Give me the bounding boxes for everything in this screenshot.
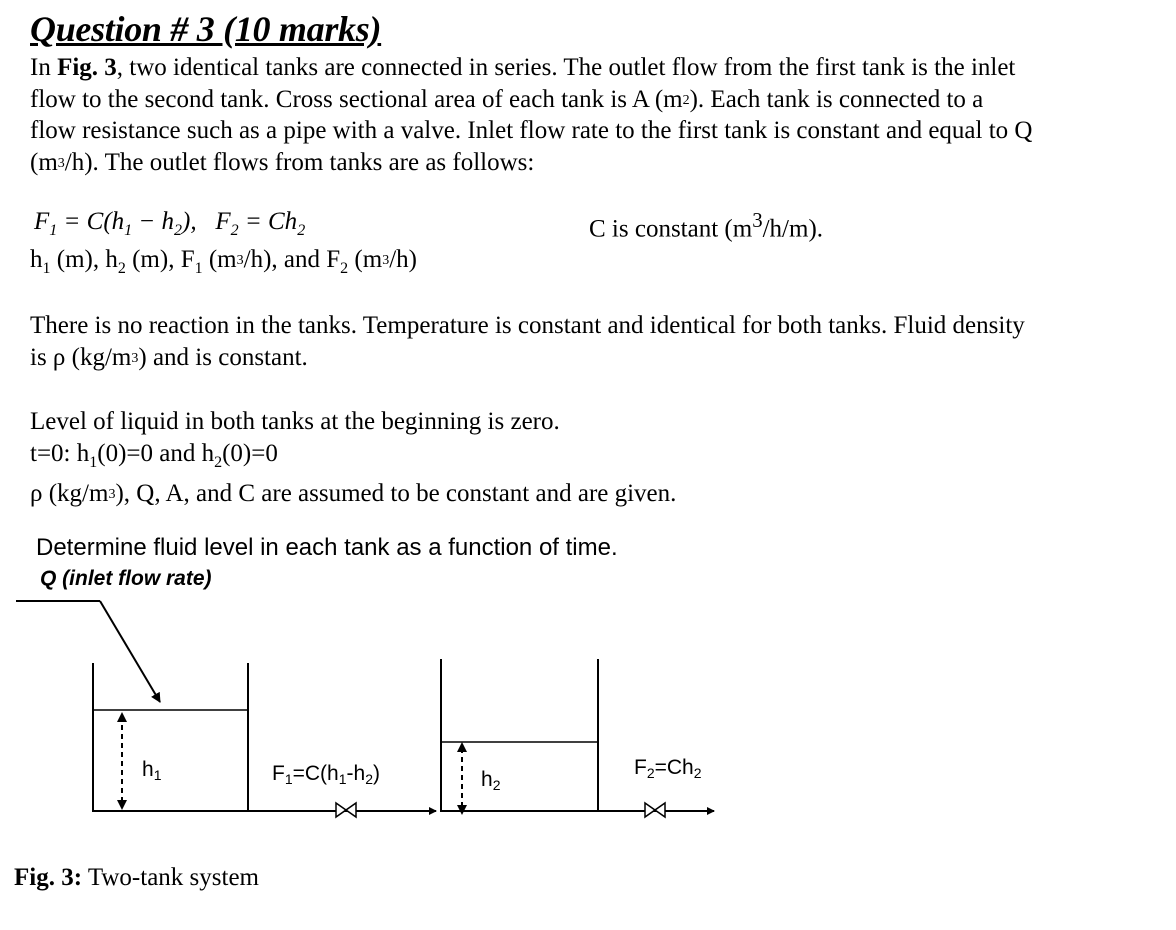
h2-arrow-top — [457, 742, 467, 752]
h1-arrow-top — [117, 712, 127, 722]
fig-reference: Fig. 3 — [57, 54, 117, 81]
inlet-flow-label: Q (inlet flow rate) — [40, 567, 212, 590]
determine-instruction: Determine fluid level in each tank as a function of time. — [36, 534, 618, 561]
f2-flow-label: F2=Ch2 — [634, 756, 702, 781]
tank-2-walls — [441, 659, 598, 811]
intro-line-4: $(m^3/h)$. The outlet flows from tanks are as follows: — [30, 148, 535, 176]
question-title: Question # 3 (10 marks) — [30, 9, 382, 49]
inlet-flow-arrow — [100, 601, 160, 702]
h1-arrow-bottom — [117, 800, 127, 810]
outlet-flow-equations: $F_1 = C(h_1 - h_2)$, $F_2 = Ch_2$ — [34, 208, 306, 239]
initial-line-1: Level of liquid in both tanks at the beginning is zero. — [30, 408, 560, 435]
valve-2-icon — [645, 803, 665, 817]
initial-line-3: ρ $(kg/m^3)$, Q, A, and C are assumed to be constant and are given. — [30, 480, 677, 507]
h2-label: h2 — [481, 768, 501, 793]
conditions-line-1: There is no reaction in the tanks. Temperature is constant and identical for both tanks. Fluid density — [30, 312, 1025, 339]
valve-1-icon — [336, 803, 356, 817]
intro-line-2: flow to the second tank. Cross sectional area of each tank is A $(m^2)$. Each tank is connected to a — [30, 85, 984, 113]
f1-flow-label: F1=C(h1-h2) — [272, 762, 381, 787]
variable-units: $h_1$ (m), $h_2$ (m), $F_1$ $(m^3/h)$, and $F_2$ $(m^3/h)$ — [30, 246, 417, 277]
conditions-line-2: is ρ $(kg/m^3)$ and is constant. — [30, 343, 308, 371]
c-constant-note: C is constant $(m^3/h/m)$. — [589, 208, 824, 243]
initial-line-2: t=0: $h_1(0)=0$ and $h_2(0)=0$ — [30, 439, 278, 471]
figure-caption: Fig. 3: Two-tank system — [14, 864, 259, 891]
intro-line-3: flow resistance such as a pipe with a valve. Inlet flow rate to the first tank is constant and equal to Q — [30, 117, 1033, 144]
h1-label: h1 — [142, 758, 162, 783]
intro-line-1: In Fig. 3, two identical tanks are connected in series. The outlet flow from the first tank is the inlet — [30, 54, 1016, 81]
tank-1-walls — [93, 663, 248, 811]
